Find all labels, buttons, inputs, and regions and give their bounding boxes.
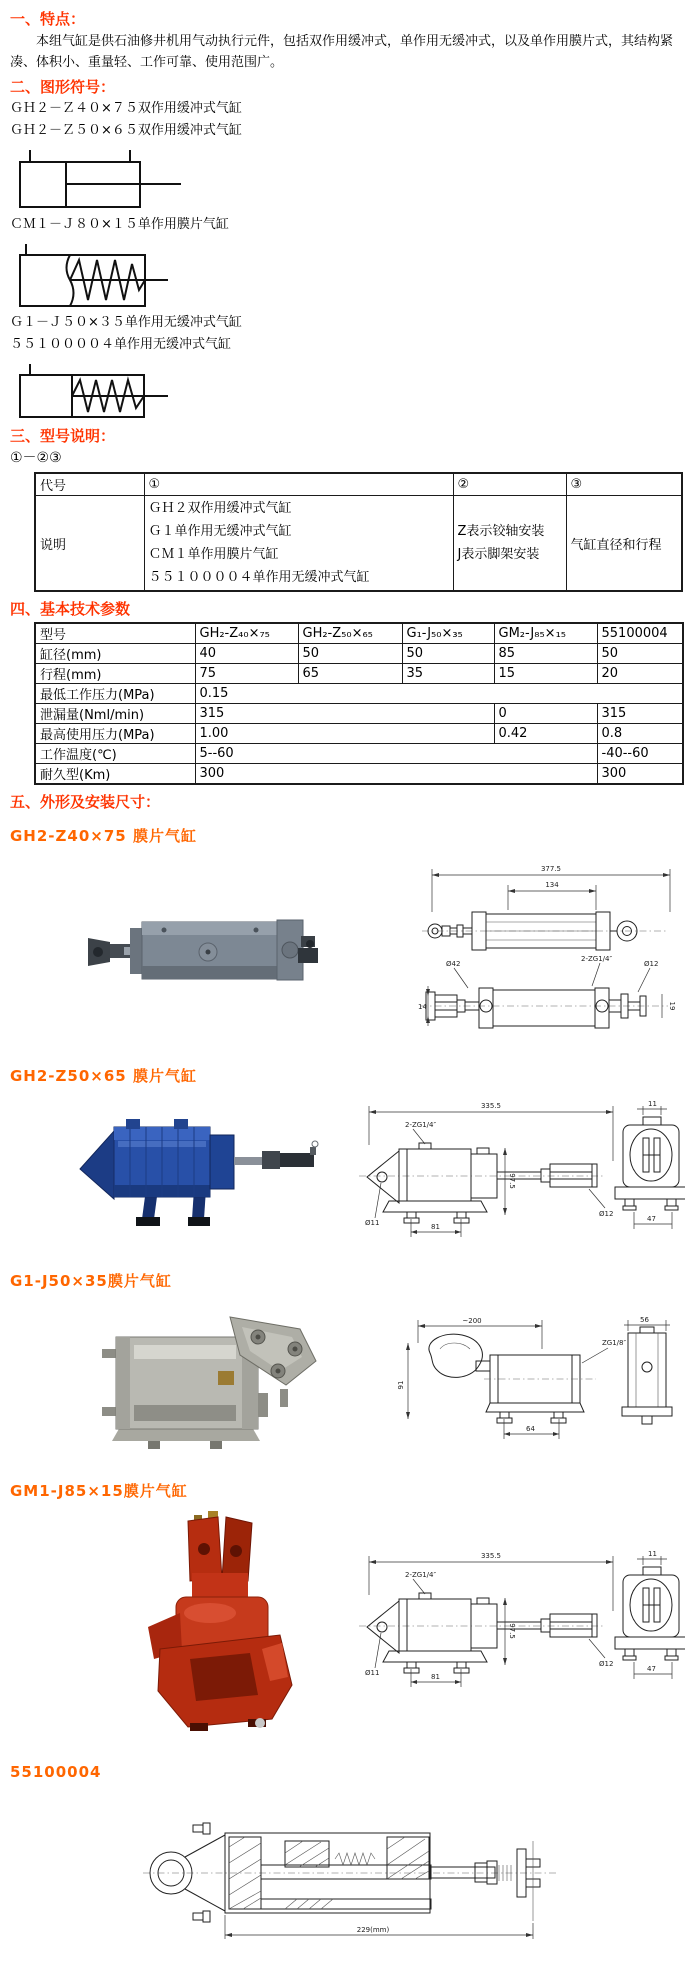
dim-label: 229(mm) <box>356 1926 389 1934</box>
params-value: 85 <box>494 644 597 664</box>
symbol-model-line: ＧＨ２－Ｚ５０×６５双作用缓冲式气缸 <box>10 123 242 138</box>
mounting-desc-line: Z表示铰轴安装 <box>457 524 545 539</box>
model-spec-models-cell <box>144 496 453 592</box>
dim-label: Ø11 <box>365 1219 380 1227</box>
model-spec-header-1: ① <box>144 473 453 496</box>
section-heading-features: 一、特点： <box>10 10 86 28</box>
gh2-z50x65-dimension-drawing <box>355 1091 685 1256</box>
model-desc-line: ＧＨ２双作用缓冲式气缸 <box>148 501 292 516</box>
dim-label: 56 <box>640 1315 649 1324</box>
dim-label: 11 <box>648 1100 657 1108</box>
params-value: 50 <box>597 644 683 664</box>
params-header-col: GH₂-Z₄₀×₇₅ <box>195 623 298 644</box>
params-row-label: 最高使用压力(MPa) <box>35 724 195 744</box>
params-header-col: GH₂-Z₅₀×₆₅ <box>298 623 402 644</box>
params-value: 75 <box>195 664 298 684</box>
params-header-col: G₁-J₅₀×₃₅ <box>402 623 494 644</box>
params-value: 1.00 <box>195 724 494 744</box>
dim-label: 335.5 <box>480 1102 502 1110</box>
dim-label: 64 <box>526 1424 535 1433</box>
params-value: 50 <box>298 644 402 664</box>
dim-label: Ø12 <box>599 1660 614 1668</box>
dim-label: 97.5 <box>508 1623 516 1639</box>
dim-label: 81 <box>431 1673 440 1681</box>
gh2-z50x65-photo <box>68 1111 328 1236</box>
dim-label: 97.5 <box>508 1173 516 1189</box>
model-spec-header-3: ③ <box>566 473 682 496</box>
params-value: 300 <box>195 764 597 785</box>
params-row-label: 泄漏量(Nml/min) <box>35 704 195 724</box>
params-row-label: 耐久型(Km) <box>35 764 195 785</box>
product-row <box>90 1296 681 1466</box>
model-desc-line: Ｇ１单作用无缓冲式气缸 <box>148 524 292 539</box>
params-value: 50 <box>402 644 494 664</box>
section-heading-model-spec: 三、型号说明： <box>10 427 116 445</box>
gm1-j85x15-photo <box>130 1509 315 1739</box>
product-row <box>68 1091 685 1256</box>
product-title-gh2-z50x65: GH2-Z50×65 膜片气缸 <box>10 1067 197 1085</box>
dim-label: 47 <box>647 1215 656 1223</box>
params-value: 20 <box>597 664 683 684</box>
params-value: 315 <box>597 704 683 724</box>
symbol-model-line: ＣＭ１－Ｊ８０×１５单作用膜片气缸 <box>10 217 229 232</box>
dim-label: 335.5 <box>480 1552 502 1560</box>
params-value: 315 <box>195 704 494 724</box>
params-table <box>34 622 684 785</box>
params-value: 15 <box>494 664 597 684</box>
product-row <box>130 1506 685 1741</box>
product-title-55100004: 55100004 <box>10 1763 102 1781</box>
params-header-col: 55100004 <box>597 623 683 644</box>
params-row-label: 缸径(mm) <box>35 644 195 664</box>
model-spec-size-cell: 气缸直径和行程 <box>566 496 682 592</box>
features-paragraph: 本组气缸是供石油修井机用气动执行元件，包括双作用缓冲式，单作用无缓冲式，以及单作用膜片式，其结构紧凑、体积小、重量轻、工作可靠、使用范围广。 <box>10 34 674 70</box>
symbol-model-line: ５５１００００４单作用无缓冲式气缸 <box>10 337 232 352</box>
mounting-desc-line: J表示脚架安装 <box>457 547 540 562</box>
dim-label: 14 <box>418 1002 427 1011</box>
dim-label: 19 <box>668 1001 676 1010</box>
params-value: 0.15 <box>195 684 683 704</box>
gh2-z40x75-photo <box>88 894 320 1009</box>
gh2-z40x75-dimension-drawing <box>418 854 683 1049</box>
model-spec-mounting-cell <box>453 496 566 592</box>
params-header-model: 型号 <box>35 623 195 644</box>
params-value: 5--60 <box>195 744 597 764</box>
single-acting-diaphragm-cylinder-symbol <box>18 242 183 308</box>
dim-label: 81 <box>431 1223 440 1231</box>
symbol-model-line: ＧＨ２－Ｚ４０×７５双作用缓冲式气缸 <box>10 101 242 116</box>
model-spec-header-2: ② <box>453 473 566 496</box>
dim-label: 377.5 <box>540 864 562 873</box>
dim-label: ZG1/8″ <box>602 1338 627 1347</box>
dim-label: 11 <box>648 1550 657 1558</box>
gm1-j85x15-dimension-drawing <box>355 1541 685 1706</box>
section-heading-params: 四、基本技术参数 <box>10 600 131 618</box>
product-row <box>88 851 683 1051</box>
section-heading-symbols: 二、图形符号： <box>10 78 116 96</box>
dim-label: Ø11 <box>365 1669 380 1677</box>
dim-label: ~200 <box>462 1316 482 1325</box>
params-header-col: GM₂-J₈₅×₁₅ <box>494 623 597 644</box>
model-pattern: ①－②③ <box>10 450 62 466</box>
product-title-gh2-z40x75: GH2-Z40×75 膜片气缸 <box>10 827 197 845</box>
params-value: 300 <box>597 764 683 785</box>
dim-label: 47 <box>647 1665 656 1673</box>
params-value: -40--60 <box>597 744 683 764</box>
dim-label: 2-ZG1/4″ <box>581 954 613 963</box>
model-spec-table <box>34 472 683 592</box>
dim-label: 134 <box>545 880 559 889</box>
dim-label: 2-ZG1/4″ <box>405 1121 437 1129</box>
double-acting-cylinder-symbol <box>18 148 193 210</box>
params-value: 65 <box>298 664 402 684</box>
dim-label: Ø12 <box>599 1210 614 1218</box>
model-spec-row-label: 说明 <box>35 496 144 592</box>
single-acting-cylinder-symbol <box>18 362 183 422</box>
params-row-label: 工作温度(℃) <box>35 744 195 764</box>
params-value: 0.42 <box>494 724 597 744</box>
g1-j50x35-photo <box>90 1309 340 1454</box>
55100004-section-drawing <box>135 1787 565 1955</box>
params-value: 40 <box>195 644 298 664</box>
section-heading-outline: 五、外形及安装尺寸： <box>10 793 161 811</box>
dim-label: Ø12 <box>644 959 659 968</box>
symbol-model-line: Ｇ１－Ｊ５０×３５单作用无缓冲式气缸 <box>10 315 242 330</box>
g1-j50x35-dimension-drawing <box>396 1309 681 1454</box>
product-title-g1-j50x35: G1-J50×35膜片气缸 <box>10 1272 172 1290</box>
model-desc-line: ５５１００００４单作用无缓冲式气缸 <box>148 570 370 585</box>
params-row-label: 行程(mm) <box>35 664 195 684</box>
params-value: 35 <box>402 664 494 684</box>
product-title-gm1-j85x15: GM1-J85×15膜片气缸 <box>10 1482 188 1500</box>
dim-label: Ø42 <box>446 959 461 968</box>
dim-label: 2-ZG1/4″ <box>405 1571 437 1579</box>
params-row-label: 最低工作压力(MPa) <box>35 684 195 704</box>
model-desc-line: ＣＭ１单作用膜片气缸 <box>148 547 279 562</box>
params-value: 0 <box>494 704 597 724</box>
params-value: 0.8 <box>597 724 683 744</box>
model-spec-header-code: 代号 <box>35 473 144 496</box>
dim-label: 91 <box>397 1380 405 1389</box>
